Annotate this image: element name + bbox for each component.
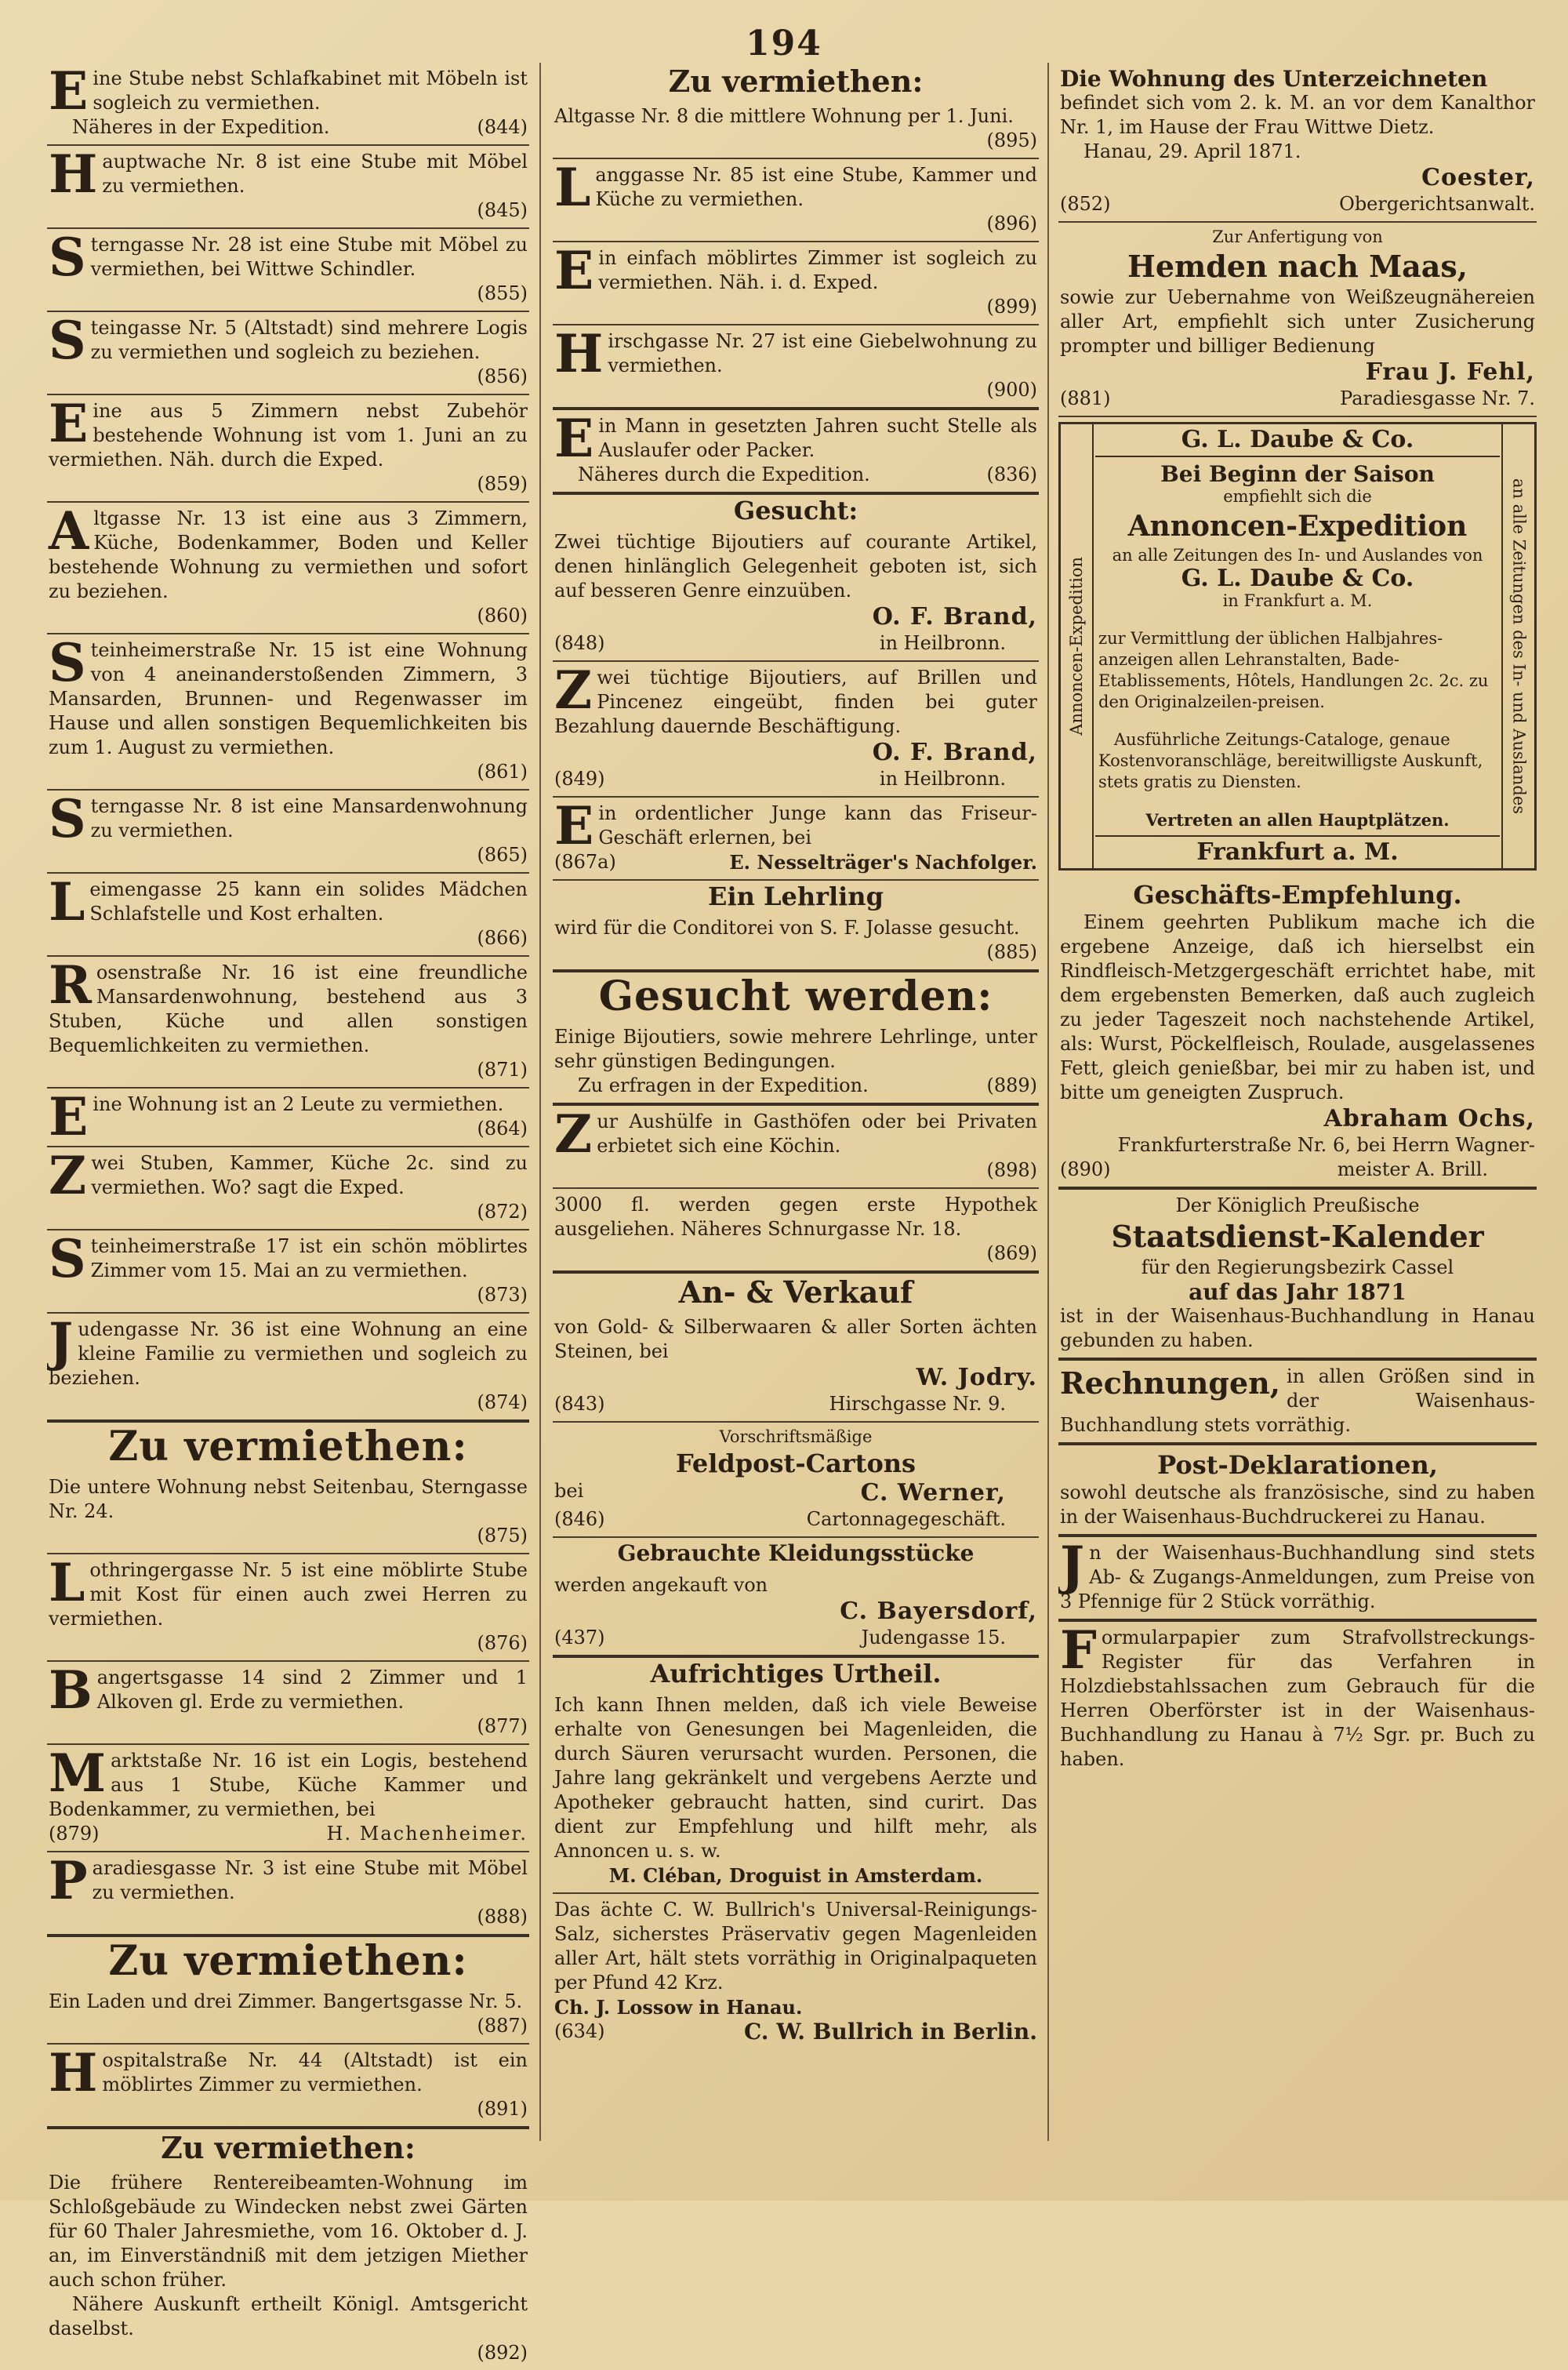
ad-place: Paradiesgasse Nr. 7. <box>1340 387 1535 409</box>
ad-number: (898) <box>986 1159 1037 1181</box>
ad-text: teinheimerstraße 17 ist ein schön möblirtes Zimmer vom 15. Mai an zu vermiethen. <box>90 1235 528 1281</box>
ad-signature: Ch. J. Lossow in Hanau. <box>554 1996 803 2019</box>
ad-number: (899) <box>986 296 1037 318</box>
ad-number: (881) <box>1060 387 1111 409</box>
ad-900 <box>553 325 1039 410</box>
ad-address: Frankfurterstraße Nr. 6, bei Herrn Wagner- <box>1117 1134 1535 1156</box>
ad-number: (634) <box>554 2020 605 2042</box>
drop-initial: M <box>49 1745 107 1804</box>
drop-initial: L <box>49 874 85 932</box>
ad-number: (891) <box>477 2098 528 2120</box>
ad-signature: E. Nesselträger's Nachfolger. <box>729 851 1037 874</box>
ad-text: Das ächte C. W. Bullrich's Universal-Reinigungs-Salz, sicherstes Präservativ gegen Magenleiden aller Art, hält stets vorräthig in Originalpaqueten per Pfund 42 Krz. <box>554 1899 1037 1994</box>
ad-text: terngasse Nr. 28 ist eine Stube mit Möbel zu vermiethen, bei Wittwe Schindler. <box>90 234 528 280</box>
ad-text: wei Stuben, Kammer, Küche 2c. sind zu vermiethen. Wo? sagt die Exped. <box>91 1152 528 1198</box>
ad-text: othringergasse Nr. 5 ist eine möblirte Stube mit Kost für einen auch zwei Herren zu vermiethen. <box>49 1559 528 1630</box>
ad-849 <box>553 662 1039 798</box>
ad-testimonial <box>553 1689 1039 1894</box>
ad-text: in ordentlicher Junge kann das Friseur-Geschäft erlernen, bei <box>598 802 1037 849</box>
box-line: empfiehlt sich die <box>1223 487 1372 506</box>
ad-signature: M. Cléban, Droguist in Amsterdam. <box>608 1864 983 1887</box>
ad-892 <box>47 2167 529 2370</box>
section-heading: Gebrauchte Kleidungsstücke <box>617 1540 975 1566</box>
section-heading: Gesucht: <box>733 496 858 525</box>
drop-initial: F <box>1060 1622 1097 1681</box>
ad-865 <box>47 791 529 874</box>
ad-number: (859) <box>477 473 528 495</box>
ad-text: teingasse Nr. 5 (Altstadt) sind mehrere Logis zu vermiethen und sogleich zu beziehen. <box>90 317 528 363</box>
ad-foot: Näheres durch die Expedition. <box>578 463 870 485</box>
ad-text: ine aus 5 Zimmern nebst Zubehör bestehende Wohnung ist vom 1. Juni an zu vermiethen. Näh. durch die Exped. <box>49 400 528 471</box>
daube-ad-box <box>1058 422 1537 871</box>
ad-text: ine Wohnung ist an 2 Leute zu vermiethen. <box>93 1093 504 1115</box>
ad-number: (855) <box>477 282 528 304</box>
ad-text: arktstaße Nr. 16 ist ein Logis, bestehend aus 1 Stube, Küche Kammer und Bodenkammer, zu vermiethen, bei <box>49 1750 528 1820</box>
drop-initial: J <box>1060 1537 1085 1596</box>
ad-845 <box>47 146 529 229</box>
ad-text: ur Aushülfe in Gasthöfen oder bei Privaten erbietet sich eine Köchin. <box>597 1110 1037 1157</box>
ad-pre: Der Königlich Preußische <box>1175 1194 1420 1216</box>
ad-877 <box>47 1662 529 1745</box>
ad-867a <box>553 798 1039 881</box>
ad-864 <box>47 1089 529 1147</box>
ad-437 <box>553 1569 1039 1658</box>
ad-title: Staatsdienst-Kalender <box>1111 1219 1484 1254</box>
ad-signature: W. Jodry. <box>916 1364 1037 1391</box>
ad-text: in einfach möblirtes Zimmer ist sogleich zu vermiethen. Näh. i. d. Exped. <box>598 247 1037 293</box>
ad-text: udengasse Nr. 36 ist eine Wohnung an eine kleine Familie zu vermiethen und sogleich zu beziehen. <box>49 1318 528 1389</box>
ad-number: (844) <box>477 116 528 138</box>
ad-873 <box>47 1230 529 1314</box>
ad-text: sowie zur Uebernahme von Weißzeugnähereien aller Art, empfiehlt sich unter Zusicherung prompter und billiger Bedienung <box>1060 286 1535 357</box>
ad-text: Altgasse Nr. 8 die mittlere Wohnung per 1. Juni. <box>554 105 1014 127</box>
ad-text: sowohl deutsche als französische, sind zu haben in der Waisenhaus-Buchdruckerei zu Hanau. <box>1060 1481 1535 1528</box>
ad-852 <box>1058 63 1537 223</box>
drop-initial: L <box>49 1554 85 1613</box>
ad-date: Hanau, 29. April 1871. <box>1083 140 1301 162</box>
ad-place: Cartonnagegeschäft. <box>806 1508 1006 1530</box>
ad-text: Ein Laden und drei Zimmer. Bangertsgasse Nr. 5. <box>49 1990 523 2012</box>
ad-text: angertsgasse 14 sind 2 Zimmer und 1 Alkoven gl. Erde zu vermiethen. <box>96 1667 528 1713</box>
box-line: G. L. Daube & Co. <box>1181 565 1414 592</box>
ad-874 <box>47 1314 529 1423</box>
ad-title: Feldpost-Cartons <box>675 1449 916 1478</box>
ad-899 <box>553 242 1039 325</box>
ad-text: teinheimerstraße Nr. 15 ist eine Wohnung von 4 aneinanderstoßenden Zimmern, 3 Mansarden, Brunnen- und Regenwasser im Hause und allen sonstigen Bequemlichkeiten bis zum 1. August zu vermiethen. <box>49 639 528 758</box>
ad-text: werden angekauft von <box>554 1574 768 1596</box>
section-heading: Aufrichtiges Urtheil. <box>650 1659 942 1688</box>
ad-number: (885) <box>986 941 1037 963</box>
ad-place: in Heilbronn. <box>879 632 1006 654</box>
box-text: zur Vermittlung der üblichen Halbjahres-anzeigen allen Lehranstalten, Bade-Etablissements, Hôtels, Handlungen 2c. 2c. zu den Originalzeilen-preisen. <box>1098 629 1489 711</box>
drop-initial: P <box>49 1852 88 1911</box>
ad-898 <box>553 1106 1039 1189</box>
ad-number: (874) <box>477 1391 528 1413</box>
ad-887 <box>47 1986 529 2045</box>
ad-846 <box>553 1423 1039 1538</box>
ad-number: (879) <box>49 1823 100 1845</box>
ad-879 <box>47 1745 529 1852</box>
ad-number: (849) <box>554 768 605 790</box>
ad-885 <box>553 912 1039 972</box>
ad-856 <box>47 312 529 395</box>
ad-number: (888) <box>477 1906 528 1928</box>
drop-initial: J <box>49 1314 74 1372</box>
ad-895 <box>553 100 1039 159</box>
ad-text: Zwei tüchtige Bijoutiers auf courante Artikel, denen hinlänglich Gelegenheit geboten ist, sich auf besseren Genre einzuüben. <box>554 531 1037 602</box>
ad-line: auf das Jahr 1871 <box>1189 1279 1406 1305</box>
drop-initial: B <box>49 1662 93 1721</box>
box-right-label: an alle Zeitungen des In- und Auslandes <box>1501 424 1534 868</box>
ad-888 <box>47 1852 529 1937</box>
ad-number: (887) <box>477 2015 528 2037</box>
column-divider <box>539 63 541 2141</box>
ad-number: (872) <box>477 1201 528 1223</box>
drop-initial: Z <box>554 1106 593 1165</box>
ad-text: anggasse Nr. 85 ist eine Stube, Kammer und Küche zu vermiethen. <box>595 164 1037 210</box>
ad-number: (437) <box>554 1627 605 1648</box>
ad-text: auptwache Nr. 8 ist eine Stube mit Möbel zu vermiethen. <box>102 151 528 197</box>
drop-initial: S <box>49 1230 86 1289</box>
ad-855 <box>47 229 529 312</box>
ad-text: 3000 fl. werden gegen erste Hypothek ausgeliehen. Näheres Schnurgasse Nr. 18. <box>554 1194 1037 1240</box>
ad-843 <box>553 1311 1039 1423</box>
column-divider <box>1047 63 1049 2141</box>
column-1 <box>47 63 529 2370</box>
page-number: 194 <box>746 24 822 64</box>
drop-initial: H <box>49 146 98 205</box>
drop-initial: E <box>49 395 89 454</box>
ad-896 <box>553 159 1039 242</box>
drop-initial: H <box>49 2045 98 2103</box>
ad-text: Die frühere Rentereibeamten-Wohnung im Schloßgebäude zu Windecken nebst zwei Gärten für 60 Thaler Jahresmiethe, vom 16. Oktober d. J. an, im Einverständniß mit dem jetzigen Miether auch schon früher. <box>49 2172 528 2291</box>
ad-formularpapier <box>1058 1622 1537 1776</box>
ad-title: Geschäfts-Empfehlung. <box>1133 880 1462 910</box>
ad-signature: Frau J. Fehl, <box>1365 358 1535 386</box>
ad-number: (861) <box>477 761 528 783</box>
ad-line: für den Regierungsbezirk Cassel <box>1141 1256 1454 1278</box>
ad-signature: H. Machenheimer. <box>326 1823 528 1845</box>
ad-anmeldungen <box>1058 1537 1537 1622</box>
ad-634 <box>553 1894 1039 2048</box>
ad-title: Hemden nach Maas, <box>1127 249 1468 284</box>
ad-kalender <box>1058 1190 1537 1361</box>
ad-number: (848) <box>554 632 605 654</box>
ad-signature: C. W. Bullrich in Berlin. <box>743 2019 1037 2045</box>
ad-836 <box>553 410 1039 495</box>
ad-place: Obergerichtsanwalt. <box>1339 193 1535 215</box>
ad-866 <box>47 874 529 957</box>
ad-text: bei <box>554 1480 584 1502</box>
ad-pre: Zur Anfertigung von <box>1212 227 1383 246</box>
ad-number: (869) <box>986 1242 1037 1264</box>
section-heading: Zu vermiethen: <box>161 2130 416 2165</box>
ad-text: terngasse Nr. 8 ist eine Mansardenwohnung zu vermiethen. <box>90 795 528 841</box>
ad-signature: O. F. Brand, <box>872 739 1037 766</box>
section-heading: Gesucht werden: <box>598 972 993 1020</box>
ad-number: (846) <box>554 1508 605 1530</box>
ad-number: (864) <box>477 1118 528 1140</box>
ad-text: osenstraße Nr. 16 ist eine freundliche Mansardenwohnung, bestehend aus 3 Stuben, Küche und allen sonstigen Bequemlichkeiten zu vermiethen. <box>49 961 528 1056</box>
drop-initial: S <box>49 312 86 371</box>
ad-number: (836) <box>986 463 1037 485</box>
ad-872 <box>47 1147 529 1230</box>
drop-initial: S <box>49 634 86 693</box>
ad-number: (900) <box>986 379 1037 401</box>
ad-876 <box>47 1554 529 1662</box>
ad-890 <box>1058 875 1537 1190</box>
section-heading: Zu vermiethen: <box>108 1937 468 1985</box>
ad-number: (856) <box>477 365 528 387</box>
ad-place: Hirschgasse Nr. 9. <box>829 1393 1006 1415</box>
ad-number: (860) <box>477 605 528 627</box>
ad-number: (890) <box>1060 1158 1111 1180</box>
ad-signature: Abraham Ochs, <box>1323 1105 1535 1132</box>
drop-initial: R <box>49 957 92 1016</box>
ad-859 <box>47 395 529 503</box>
box-title: Annoncen-Expedition <box>1127 510 1468 543</box>
ad-title: Post-Deklarationen, <box>1157 1450 1438 1480</box>
ad-text: eimengasse 25 kann ein solides Mädchen Schlafstelle und Kost erhalten. <box>89 878 528 925</box>
drop-initial: E <box>49 1089 89 1147</box>
section-heading: Zu vermiethen: <box>108 1423 468 1470</box>
ad-text: in allen Größen sind in der Waisenhaus-Buchhandlung stets vorräthig. <box>1060 1365 1535 1436</box>
ad-860 <box>47 503 529 634</box>
ad-place: Judengasse 15. <box>861 1627 1006 1648</box>
ad-number: (876) <box>477 1632 528 1654</box>
ad-number: (843) <box>554 1393 605 1415</box>
ad-number: (871) <box>477 1059 528 1081</box>
ad-place: meister A. Brill. <box>1337 1158 1488 1180</box>
ad-title: Rechnungen, <box>1060 1365 1281 1401</box>
box-bottom: Frankfurt a. M. <box>1095 835 1500 868</box>
ad-889 <box>553 1021 1039 1106</box>
box-left-label: Annoncen-Expedition <box>1061 424 1094 868</box>
ad-signature: O. F. Brand, <box>872 603 1037 631</box>
ad-844 <box>47 63 529 146</box>
ad-foot: Zu erfragen in der Expedition. <box>578 1074 869 1096</box>
ad-pre: Vorschriftsmäßige <box>719 1427 873 1446</box>
ad-number: (845) <box>477 199 528 221</box>
ad-rechnungen <box>1058 1361 1537 1445</box>
drop-initial: H <box>554 325 604 384</box>
box-top: G. L. Daube & Co. <box>1095 424 1500 457</box>
ad-number: (895) <box>986 129 1037 151</box>
drop-initial: E <box>554 410 594 469</box>
ad-text: Einem geehrten Publikum mache ich die ergebene Anzeige, daß ich hierselbst ein Rindfleisch-Metzgergeschäft errichtet habe, mit dem ergebensten Bemerken, daß auch zugleich zu jeder Tageszeit noch nachstehende Artikel, als: Wurst, Pöckelfleisch, Roulade, ausgelassenes Fett, gleich genießbar, bei mir zu haben ist, und bitte um geneigten Zuspruch. <box>1060 911 1535 1103</box>
box-line: Bei Beginn der Saison <box>1160 461 1435 487</box>
box-text: Ausführliche Zeitungs-Cataloge, genaue Kostenvoranschläge, bereitwilligste Auskunft, stets gratis zu Diensten. <box>1098 730 1483 791</box>
ad-number: (865) <box>477 844 528 866</box>
drop-initial: E <box>554 798 594 856</box>
ad-text: in Mann in gesetzten Jahren sucht Stelle als Auslaufer oder Packer. <box>598 415 1037 461</box>
ad-number: (852) <box>1060 193 1111 215</box>
ad-title: Die Wohnung des Unterzeichneten <box>1060 66 1488 92</box>
column-2 <box>553 63 1039 2048</box>
ad-number: (875) <box>477 1525 528 1547</box>
drop-initial: E <box>554 242 594 301</box>
ad-number: (873) <box>477 1284 528 1306</box>
ad-signature: C. Werner, <box>860 1479 1006 1507</box>
ad-number: (892) <box>477 2342 528 2364</box>
ad-text: wird für die Conditorei von S. F. Jolasse gesucht. <box>554 917 1020 939</box>
box-line: Vertreten an allen Hauptplätzen. <box>1145 810 1450 830</box>
ad-text: ine Stube nebst Schlafkabinet mit Möbeln ist sogleich zu vermiethen. <box>93 67 528 114</box>
drop-initial: Z <box>49 1147 87 1206</box>
ad-871 <box>47 957 529 1089</box>
ad-signature: C. Bayersdorf, <box>840 1598 1037 1625</box>
ad-875 <box>47 1471 529 1554</box>
ad-text: irschgasse Nr. 27 ist eine Giebelwohnung zu vermiethen. <box>608 330 1037 376</box>
ad-text: ist in der Waisenhaus-Buchhandlung in Hanau gebunden zu haben. <box>1060 1305 1535 1351</box>
ad-text: von Gold- & Silberwaaren & aller Sorten ächten Steinen, bei <box>554 1316 1037 1362</box>
ad-foot: Näheres in der Expedition. <box>72 116 330 138</box>
ad-text: Ich kann Ihnen melden, daß ich viele Beweise erhalte von Genesungen bei Magenleiden, die durch Säuren verursacht wurden. Personen, die Jahre lang gekränkelt und vergebens Aerzte und Apotheker gebraucht hatten, sind curirt. Das dient zur Empfehlung und hilft mehr, als Annoncen u. s. w. <box>554 1694 1037 1862</box>
ad-number: (896) <box>986 213 1037 234</box>
drop-initial: Z <box>554 662 593 721</box>
ad-text: aradiesgasse Nr. 3 ist eine Stube mit Möbel zu vermiethen. <box>92 1857 528 1903</box>
ad-869 <box>553 1189 1039 1274</box>
ad-number: (877) <box>477 1715 528 1737</box>
section-heading: An- & Verkauf <box>678 1274 913 1310</box>
ad-text: Einige Bijoutiers, sowie mehrere Lehrlinge, unter sehr günstigen Bedingungen. <box>554 1026 1037 1072</box>
ad-place: in Heilbronn. <box>879 768 1006 790</box>
drop-initial: S <box>49 791 86 849</box>
ad-text: ltgasse Nr. 13 ist eine aus 3 Zimmern, Küche, Bodenkammer, Boden und Keller bestehende Wohnung zu vermiethen und sofort zu beziehen. <box>49 507 528 602</box>
drop-initial: E <box>49 63 89 122</box>
ad-signature: Coester, <box>1421 164 1535 191</box>
section-heading: Ein Lehrling <box>708 881 884 911</box>
column-3 <box>1058 63 1537 1776</box>
ad-891 <box>47 2045 529 2129</box>
box-line: in Frankfurt a. M. <box>1222 591 1373 610</box>
ad-848 <box>553 526 1039 662</box>
ad-861 <box>47 634 529 791</box>
ad-text: ormularpapier zum Strafvollstreckungs-Register für das Verfahren in Holzdiebstahlssachen zum Gebrauch für die Herren Oberförster ist in der Waisenhaus-Buchhandlung zu Hanau à 7½ Sgr. pr. Buch zu haben. <box>1060 1627 1535 1770</box>
ad-post-deklarationen <box>1058 1445 1537 1537</box>
section-heading: Zu vermiethen: <box>668 64 924 99</box>
ad-text: ospitalstraße Nr. 44 (Altstadt) ist ein möblirtes Zimmer zu vermiethen. <box>102 2049 528 2096</box>
box-content <box>1095 457 1500 835</box>
ad-number: (867a) <box>554 851 616 873</box>
drop-initial: L <box>554 159 591 218</box>
ad-text: befindet sich vom 2. k. M. an vor dem Kanalthor Nr. 1, im Hause der Frau Wittwe Dietz. <box>1060 92 1535 138</box>
drop-initial: S <box>49 229 86 288</box>
ad-number: (889) <box>986 1074 1037 1096</box>
ad-881 <box>1058 223 1537 417</box>
box-line: an alle Zeitungen des In- und Auslandes von <box>1112 546 1483 565</box>
ad-text: wei tüchtige Bijoutiers, auf Brillen und Pincenez eingeübt, finden bei guter Bezahlung dauernde Beschäftigung. <box>554 667 1037 737</box>
ad-number: (866) <box>477 927 528 949</box>
ad-text: Nähere Auskunft ertheilt Königl. Amtsgericht daselbst. <box>49 2293 528 2339</box>
ad-text: Die untere Wohnung nebst Seitenbau, Sterngasse Nr. 24. <box>49 1476 528 1522</box>
drop-initial: A <box>49 503 89 562</box>
ad-text: n der Waisenhaus-Buchhandlung sind stets Ab- & Zugangs-Anmeldungen, zum Preise von 3 Pfennige für 2 Stück vorräthig. <box>1060 1542 1535 1612</box>
